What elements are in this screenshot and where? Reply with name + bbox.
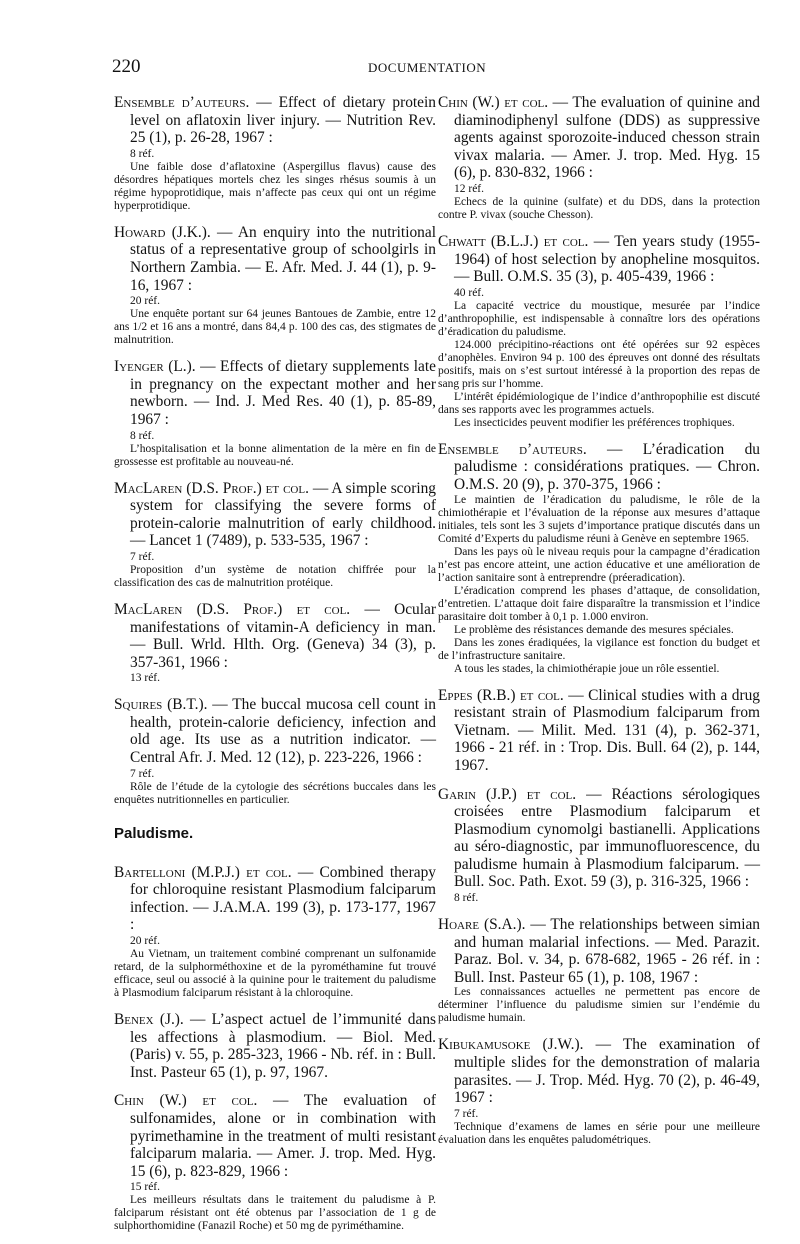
citation-text: — L’aspect actuel de l’immunité dans les affections à plasmodium. — Biol. Med. (Paris) v. 55, p. 285-323, 1966 - Nb. réf. in : Bull. Inst. Pasteur 65 (1), p. 97, 1967. — [130, 1011, 436, 1081]
citation-text: — Réactions sérologiques croisées entre Plasmodium falciparum et Plasmodium cynomolgi bastianelli. Applications au séro-diagnostic, par immunofluorescence, du paludisme humain à Plasmodium falciparum. — Bull. Soc. Path. Exot. 59 (3), p. 316-325, 1966 : — [454, 785, 761, 891]
page-number: 220 — [112, 56, 141, 77]
bibliography-entry — [114, 358, 436, 468]
abstract-paragraph: Dans les pays où le niveau requis pour la campagne d’éradication n’est pas encore atteint, une action éducative et une amélioration de l’action sanitaire sont à entreprendre (préeradication). — [438, 545, 760, 584]
bibliography-entry — [438, 916, 760, 1025]
abstract-paragraph: L’éradication comprend les phases d’attaque, de consolidation, d’entretien. L’attaque doit faire disparaître la transmission et l’indice parasitaire doit tomber à 0,1 p. 1.000 environ. — [438, 584, 760, 623]
bibliography-entry — [438, 687, 760, 775]
reference-count: 7 réf. — [130, 767, 155, 780]
author-name: Ensemble d’auteurs. — [438, 440, 587, 458]
abstract-paragraph: Au Vietnam, un traitement combiné comprenant un sulfonamide retard, de la sulphorméthoxine et de la pyrométhamine fut trouvé efficace, seul ou associé à la quinine pour le traitement du paludisme à Plasmodium falciparum résistant à la chloroquine. — [114, 948, 436, 1000]
citation-text: — The evaluation of quinine and diaminodiphenyl sulfone (DDS) as suppressive agents against sporozoite-induced chesson strain vivax malaria. — Amer. J. trop. Med. Hyg. 15 (6), p. 830-832, 1966 : — [454, 94, 760, 182]
citation-text: — Combined therapy for chloroquine resistant Plasmodium falciparum infection. — J.A.M.A. 199 (3), p. 173-177, 1967 : — [130, 863, 436, 934]
reference-count: 15 réf. — [130, 1181, 161, 1194]
bibliography-entry — [114, 601, 436, 685]
abstract-paragraph: Les insecticides peuvent modifier les préférences trophiques. — [454, 416, 735, 429]
author-name: MacLaren (D.S. Prof.) et col. — [114, 479, 309, 497]
section-heading: Paludisme. — [114, 824, 194, 842]
citation — [438, 94, 760, 182]
citation-text: — The evaluation of sulfonamides, alone or in combination with pyrimethamine in the treatment of multi resistant falciparum malaria. — Amer. J. trop. Med. Hyg. 15 (6), p. 823-829, 1966 : — [130, 1092, 437, 1180]
citation — [114, 601, 436, 671]
abstract-paragraph: L’hospitalisation et la bonne alimentation de la mère en fin de grossesse est profitable au nouveau-né. — [114, 442, 436, 468]
running-title: DOCUMENTATION — [368, 60, 487, 75]
reference-count: 40 réf. — [454, 286, 485, 299]
bibliography-entry — [114, 480, 436, 590]
reference-count: 20 réf. — [130, 295, 161, 308]
author-name: Garin (J.P.) et col. — [438, 785, 577, 803]
citation — [114, 224, 436, 294]
author-name: Benex (J.). — [114, 1011, 184, 1029]
author-name: Chwatt (B.L.J.) et col. — [438, 232, 589, 250]
bibliography-entry — [114, 864, 436, 1000]
author-name: Eppes (R.B.) et col. — [438, 686, 564, 704]
abstract-paragraph: Proposition d’un système de notation chiffrée pour la classification des cas de malnutrition protéique. — [114, 563, 436, 589]
reference-count: 13 réf. — [130, 672, 161, 685]
author-name: Howard (J.K.). — [114, 223, 211, 241]
citation — [438, 687, 760, 775]
citation — [438, 916, 760, 986]
reference-count: 7 réf. — [130, 550, 155, 563]
author-name: Ensemble d’auteurs. — [114, 94, 250, 111]
citation-text: — A simple scoring system for classifying the severe forms of protein-calorie malnutrition of early childhood. — Lancet 1 (7489), p. 533-535, 1967 : — [130, 479, 436, 550]
citation — [114, 1092, 436, 1180]
abstract-paragraph: Echecs de la quinine (sulfate) et du DDS, dans la protection contre P. vivax (souche Chesson). — [438, 195, 760, 221]
abstract-paragraph: Technique d’examens de lames en série pour une meilleure évaluation dans les enquêtes paludométriques. — [438, 1120, 760, 1146]
author-name: Squires (B.T.). — [114, 696, 208, 714]
bibliography-entry — [114, 224, 436, 347]
citation — [114, 94, 436, 147]
bibliography-entry — [114, 1011, 436, 1081]
abstract-paragraph: Le problème des résistances demande des mesures spéciales. — [454, 623, 734, 636]
citation-text: — Effect of dietary protein level on aflatoxin liver injury. — Nutrition Rev. 25 (1), p. 26-28, 1967 : — [130, 94, 436, 147]
citation-text: — Effects of dietary supplements late in pregnancy on the expectant mother and her newborn. — Ind. J. Med Res. 40 (1), p. 85-89, 1967 : — [130, 358, 436, 428]
citation — [114, 1011, 436, 1081]
abstract-paragraph: La capacité vectrice du moustique, mesurée par l’indice d’anthropophilie, est indispensable à connaître lors des opérations d’éradication du paludisme. — [438, 299, 760, 338]
citation — [438, 233, 760, 286]
abstract-paragraph: Rôle de l’étude de la cytologie des sécrétions buccales dans les enquêtes nutritionnelles en particulier. — [114, 780, 436, 806]
bibliography-entry — [438, 441, 760, 676]
reference-count: 8 réf. — [130, 147, 155, 160]
reference-count: 20 réf. — [130, 935, 161, 948]
citation-text: — Ocular manifestations of vitamin-A deficiency in man. — Bull. Wrld. Hlth. Org. (Geneva) 34 (3), p. 357-361, 1966 : — [130, 600, 436, 671]
citation-text: — The buccal mucosa cell count in health, protein-calorie deficiency, infection and old age. Its use as a nutrition indicator. — Central Afr. J. Med. 12 (12), p. 223-226, 1966 : — [130, 696, 436, 767]
abstract-paragraph: Le maintien de l’éradication du paludisme, le rôle de la chimiothérapie et l’évaluation de la réponse aux mesures d’attaque initiales, tels sont les 3 sujets d’importance pratique discutés dans un Comité d’Experts du paludisme réuni à Genève en septembre 1965. — [438, 493, 760, 545]
bibliography-entry — [438, 786, 760, 906]
reference-count: 8 réf. — [130, 429, 155, 442]
citation-text: — Ten years study (1955-1964) of host selection by anopheline mosquitos. — Bull. O.M.S. 35 (3), p. 405-439, 1966 : — [454, 232, 760, 286]
author-name: Chin (W.) et col. — [438, 94, 549, 111]
citation — [114, 358, 436, 428]
author-name: Kibukamusoke (J.W.). — [438, 1036, 584, 1054]
citation-text: — The relationships between simian and human malarial infections. — Med. Parazit. Paraz. Bol. v. 34, p. 678-682, 1965 - 26 réf. in : Bull. Inst. Pasteur 65 (1), p. 108, 1967 : — [454, 916, 760, 986]
abstract-paragraph: L’intérêt épidémiologique de l’indice d’anthropophilie est discuté dans ses rapports avec les programmes actuels. — [438, 390, 760, 416]
author-name: Bartelloni (M.P.J.) et col. — [114, 863, 292, 881]
reference-count: 8 réf. — [454, 892, 479, 905]
author-name: Chin (W.) et col. — [114, 1092, 258, 1110]
citation-text: — The examination of multiple slides for the demonstration of malaria parasites. — J. Trop. Méd. Hyg. 70 (2), p. 46-49, 1967 : — [454, 1036, 761, 1107]
reference-count: 12 réf. — [454, 182, 485, 195]
citation — [114, 864, 436, 934]
bibliography-entry — [114, 696, 436, 806]
right-column — [438, 94, 760, 1158]
citation-text: — Clinical studies with a drug resistant strain of Plasmodium falciparum from Vietnam. — Milit. Med. 131 (4), p. 362-371, 1966 - 21 réf. in : Trop. Dis. Bull. 64 (2), p. 144, 1967. — [454, 686, 760, 774]
citation-text: — L’éradication du paludisme : considérations pratiques. — Chron. O.M.S. 20 (9), p. 370-375, 1966 : — [454, 440, 760, 493]
abstract-paragraph: 124.000 précipitino-réactions ont été opérées sur 92 espèces d’anophèles. Environ 94 p. 100 des épreuves ont donné des résultats positifs, mais on s’est surtout intéressé à la proportion des repas de sang pris sur l’homme. — [438, 338, 760, 390]
bibliography-entry — [438, 1036, 760, 1146]
abstract-paragraph: Une enquête portant sur 64 jeunes Bantoues de Zambie, entre 12 ans 1/2 et 16 ans a montré, dans 84,4 p. 100 des cas, des stigmates de malnutrition. — [114, 308, 436, 347]
bibliography-entry — [438, 94, 760, 222]
citation — [438, 1036, 760, 1106]
abstract-paragraph: A tous les stades, la chimiothérapie joue un rôle essentiel. — [454, 662, 720, 675]
bibliography-entry — [114, 1092, 436, 1233]
bibliography-entry — [438, 233, 760, 430]
abstract-paragraph: Dans les zones éradiquées, la vigilance est fonction du budget et de l’infrastructure sanitaire. — [438, 636, 760, 662]
abstract-paragraph: Une faible dose d’aflatoxine (Aspergillus flavus) cause des désordres hépatiques mortels chez les singes rhésus soumis à un régime hypoprotidique, mais n’affecte pas ceux qui ont un régime hyperprotidique. — [114, 160, 436, 212]
citation-text: — An enquiry into the nutritional status of a representative group of schoolgirls in Northern Zambia. — E. Afr. Med. J. 44 (1), p. 9-16, 1967 : — [130, 223, 436, 294]
reference-count: 7 réf. — [454, 1107, 479, 1120]
citation — [438, 786, 760, 892]
abstract-paragraph: Les meilleurs résultats dans le traitement du paludisme à P. falciparum résistant ont été obtenus par l’association de 1 g de sulphorthomidine (Fanazil Roche) et 50 mg de pyriméthamine. — [114, 1194, 436, 1233]
bibliography-entry — [114, 94, 436, 213]
author-name: Iyenger (L.). — [114, 358, 196, 376]
citation — [114, 480, 436, 550]
author-name: MacLaren (D.S. Prof.) et col. — [114, 600, 351, 618]
abstract-paragraph: Les connaissances actuelles ne permettent pas encore de déterminer l’influence du paludisme simien sur l’endémie du paludisme humain. — [438, 986, 760, 1025]
author-name: Hoare (S.A.). — [438, 916, 526, 934]
citation — [114, 696, 436, 766]
citation — [438, 441, 760, 494]
left-column — [114, 94, 436, 1244]
